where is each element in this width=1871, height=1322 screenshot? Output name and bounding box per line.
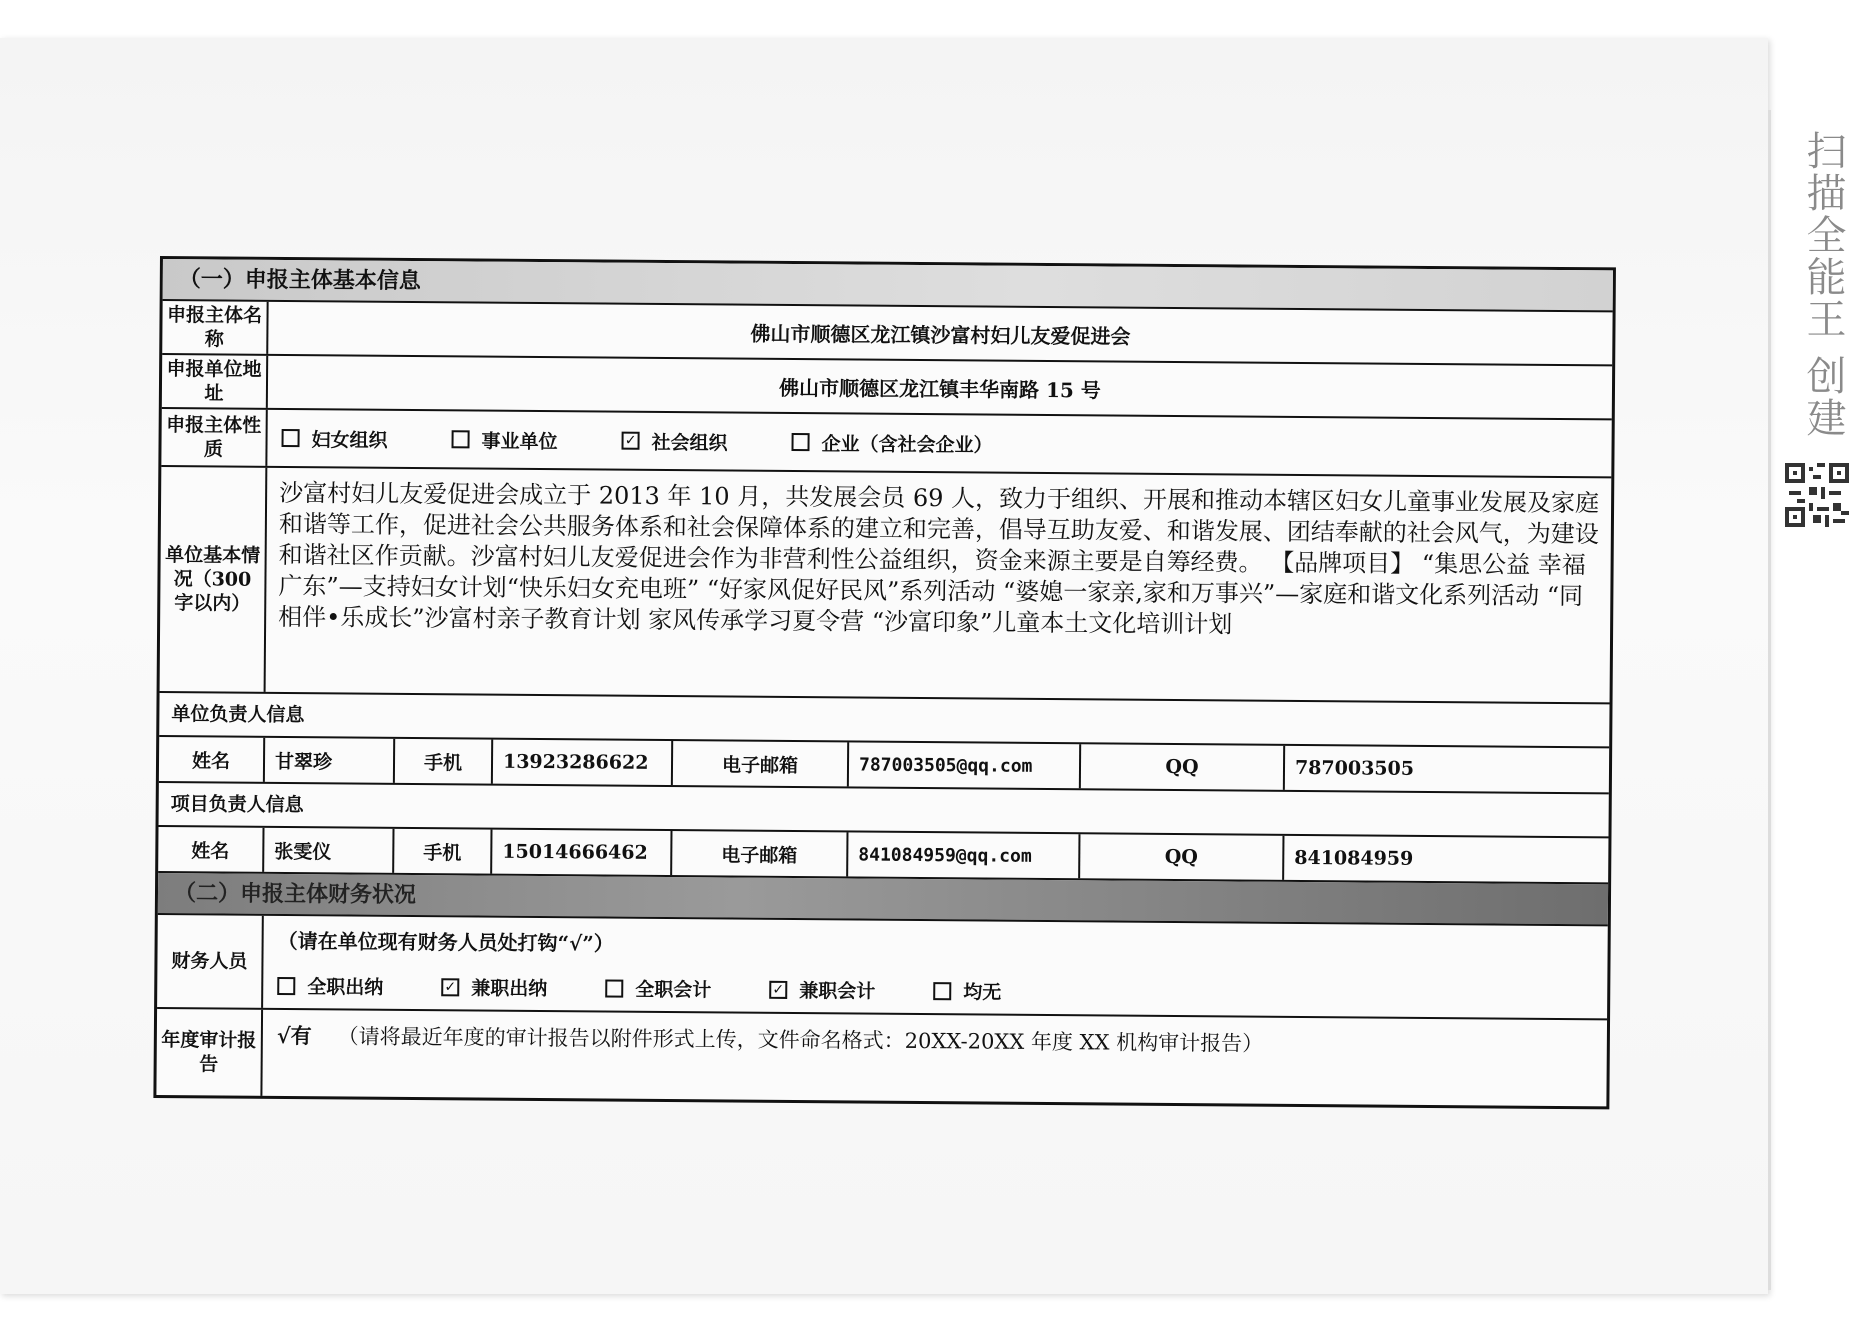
leader-phone-value: 13923286622: [493, 740, 673, 785]
basic-situation-text: 沙富村妇儿友爱促进会成立于 2013 年 10 月，共发展会员 69 人，致力于组织、开展和推动本辖区妇女儿童事业发展及家庭和谐等工作，促进社会公共服务体系和社会保障体系的建立和完善，倡导互助友爱、和谐发展、团结奉献的社会风气，为建设和谐社区作贡献。沙富村妇儿友爱促进会作为非营利性公益组织，资金来源主要是自筹经费。 【品牌项目】 “集思公益 幸福广东”—支持妇女计划“快乐妇女充电班” “好家风促好民风”系列活动 “婆媳一家亲,家和万事兴”—家庭和谐文化系列活动 “同相伴•乐成长”沙富村亲子教育计划 家风传承学习夏令营 “沙富印象”儿童本土文化培训计划: [278, 478, 1600, 639]
project-leader-info-heading: 项目负责人信息: [159, 783, 1609, 838]
leader-phone-label: 手机: [395, 739, 493, 784]
row-basic-situation: [160, 467, 1612, 704]
application-form: [153, 256, 1616, 1109]
row-annual-audit: [156, 1009, 1607, 1106]
project-leader-phone-label: 手机: [394, 829, 492, 874]
annual-audit-label: 年度审计报告: [156, 1009, 263, 1096]
annual-audit-note: （请将最近年度的审计报告以附件形式上传，文件命名格式：20XX-20XX 年度 XX 机构审计报告）: [337, 1024, 1264, 1056]
checkbox-parttime-cashier[interactable]: ✓: [441, 978, 459, 996]
finance-staff-label: 财务人员: [157, 915, 264, 1008]
checkbox-fulltime-cashier[interactable]: [277, 976, 295, 994]
staff-option-fulltime-cashier[interactable]: 全职出纳: [277, 972, 383, 1000]
finance-staff-content: [263, 916, 1608, 1019]
annual-audit-content: [262, 1010, 1607, 1107]
checkbox-enterprise[interactable]: [792, 433, 810, 451]
checkbox-women-org[interactable]: [282, 429, 300, 447]
project-leader-name-label: 姓名: [158, 827, 264, 872]
leader-qq-value: 787003505: [1294, 756, 1415, 780]
leader-qq-label: QQ: [1081, 744, 1285, 790]
nature-options: [267, 410, 1611, 477]
checkbox-public-institution[interactable]: [452, 430, 470, 448]
project-leader-qq-label: QQ: [1080, 834, 1284, 880]
staff-option-fulltime-accountant[interactable]: 全职会计: [605, 975, 711, 1003]
project-leader-qq-value: 841084959: [1294, 846, 1414, 870]
finance-staff-note: （请在单位现有财务人员处打钩“√”）: [277, 928, 614, 956]
staff-option-parttime-accountant[interactable]: ✓ 兼职会计: [769, 976, 875, 1004]
applicant-name-value: 佛山市顺德区龙江镇沙富村妇儿友爱促进会: [750, 321, 1131, 349]
staff-option-none[interactable]: 均无: [933, 977, 1001, 1005]
section-basic-info-header: （一）申报主体基本信息: [163, 259, 1613, 312]
leader-name-value: 甘翠珍: [265, 738, 395, 783]
scanner-watermark-text: 扫描全能王 创建: [1800, 130, 1846, 439]
applicant-nature-label: 申报主体性质: [161, 409, 267, 466]
leader-info-heading: 单位负责人信息: [159, 693, 1609, 748]
row-finance-staff: [157, 915, 1608, 1020]
leader-email-value: 787003505@qq.com: [849, 742, 1081, 788]
checkbox-parttime-accountant[interactable]: ✓: [769, 980, 787, 998]
applicant-address-label: 申报单位地址: [162, 355, 268, 408]
checkbox-none[interactable]: [933, 982, 951, 1000]
qr-code-icon: [1785, 463, 1849, 527]
finance-staff-options: [277, 972, 1001, 1005]
section-finance-header: （二）申报主体财务状况: [158, 873, 1608, 926]
project-leader-email-value: 841084959@qq.com: [848, 832, 1080, 878]
checkbox-social-org[interactable]: ✓: [622, 432, 640, 450]
checkbox-fulltime-accountant[interactable]: [605, 979, 623, 997]
nature-option-public-institution[interactable]: 事业单位: [451, 426, 557, 454]
applicant-address-value: 佛山市顺德区龙江镇丰华南路 15 号: [779, 375, 1101, 402]
nature-option-enterprise[interactable]: 企业（含社会企业）: [791, 428, 992, 457]
leader-email-label: 电子邮箱: [673, 741, 849, 786]
nature-option-social-org[interactable]: ✓ 社会组织: [621, 427, 727, 455]
scanned-page: [0, 38, 1768, 1294]
nature-option-women-org[interactable]: 妇女组织: [281, 424, 387, 452]
paper-edge-shadow: [1768, 110, 1771, 1290]
project-leader-email-label: 电子邮箱: [672, 831, 848, 876]
staff-option-parttime-cashier[interactable]: ✓ 兼职出纳: [441, 973, 547, 1001]
project-leader-name-value: 张雯仪: [264, 828, 394, 873]
project-leader-phone-value: 15014666462: [492, 830, 672, 875]
leader-name-label: 姓名: [159, 737, 265, 782]
basic-situation-label: 单位基本情况（300 字以内）: [160, 467, 268, 692]
annual-audit-mark: √有: [276, 1022, 312, 1049]
applicant-name-label: 申报主体名称: [162, 301, 268, 354]
